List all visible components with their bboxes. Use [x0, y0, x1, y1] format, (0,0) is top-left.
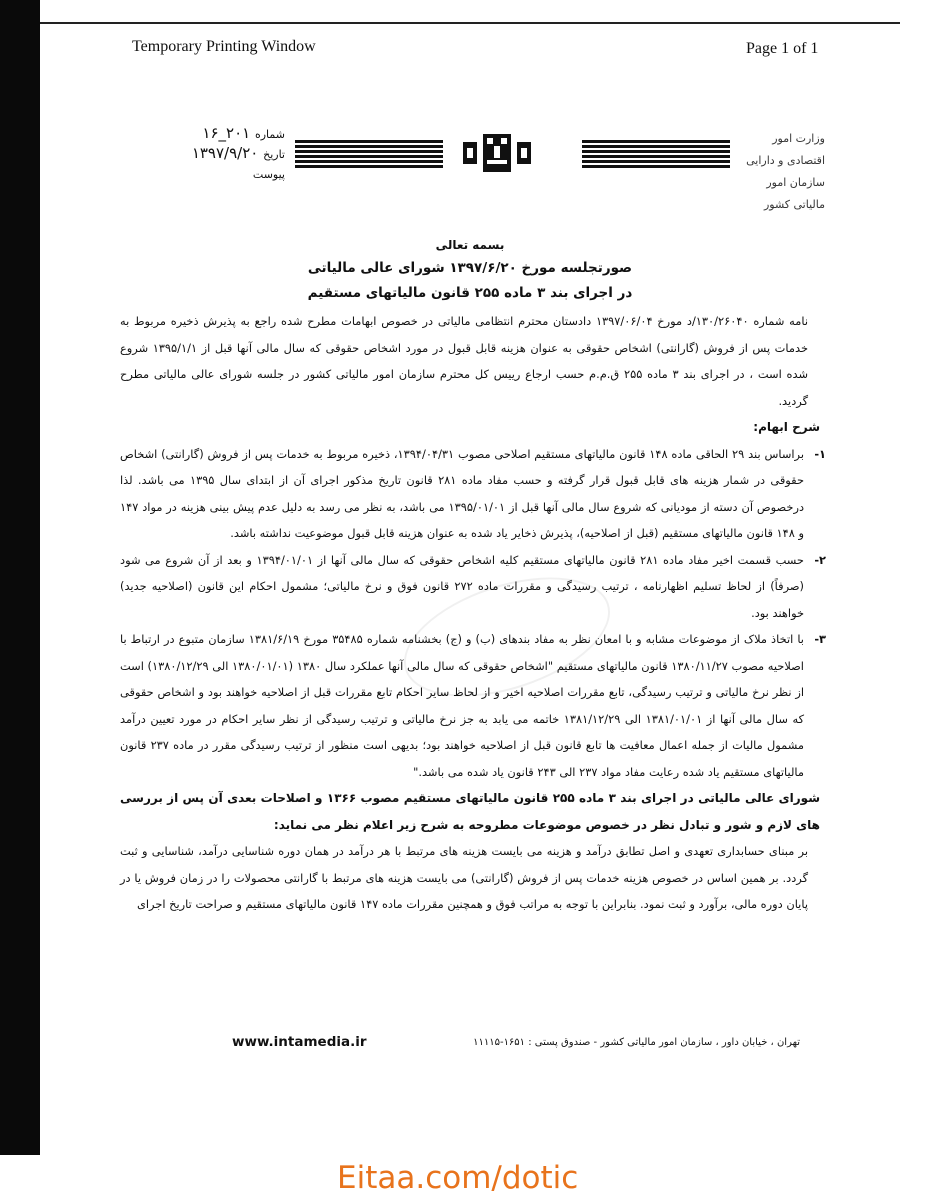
- letter-attachment-row: [155, 164, 285, 184]
- print-window-title: Temporary Printing Window: [132, 38, 316, 55]
- explanation-heading: شرح ابهام:: [753, 420, 820, 434]
- numbered-item: [120, 626, 826, 785]
- document-subtitle: در اجرای بند ۳ ماده ۲۵۵ قانون مالیاتهای مستقیم: [307, 285, 633, 301]
- item-text: حسب قسمت اخیر مفاد ماده ۲۸۱ قانون مالیاتهای مستقیم کلیه اشخاص حقوقی که سال مالی آنها از ۱۳۹۴/۰۱/۰۱ و بعد از آن شروع می شود (صرفاً) از لحاظ تسلیم اظهارنامه ، ترتیب رسیدگی و مقررات ماده ۲۷۲ قانون فوق و نرخ مالیاتی؛ مشمول احکام این قانون (اصلاحیه جدید) خواهند بود.: [120, 552, 804, 620]
- letter-number: ۲۰۱_۱۶: [202, 124, 251, 142]
- letter-date: ۱۳۹۷/۹/۲۰: [191, 144, 259, 162]
- organization-name: [745, 128, 825, 216]
- scan-edge-bar: [0, 0, 40, 1155]
- organization-line-2: سازمان امور مالیاتی کشور: [763, 176, 825, 211]
- redacted-stripes-right: [582, 140, 730, 168]
- item-text: با اتخاذ ملاک از موضوعات مشابه و با امعان نظر به مفاد بندهای (ب) و (ج) بخشنامه شماره ۳۵۴۸۵ مورخ ۱۳۸۱/۶/۱۹ سازمان متبوع در ارتباط با اصلاحیه مصوب ۱۳۸۰/۱۱/۲۷ قانون مالیاتهای مستقیم "اشخاص حقوقی که سال مالی آنها عملکرد سال ۱۳۸۰ (۱۳۸۰/۰۱/۰۱ الی ۱۳۸۰/۱۲/۲۹) است از نظر نرخ مالیاتی و ترتیب رسیدگی، تابع مقررات اصلاحیه اخیر و از لحاظ سایر احکام تابع مقررات قبل از اصلاحیه خواهند بود و اشخاص حقوقی که سال مالی آنها از ۱۳۸۱/۰۱/۰۱ الی ۱۳۸۱/۱۲/۲۹ خاتمه می یابد به جز نرخ مالیاتی و ترتیب رسیدگی از نظر سایر احکام در مورد تعیین درآمد مشمول مالیات از جمله اعمال معافیت ها تابع قانون قبل از اصلاحیه خواهند بود؛ بدیهی است منظور از ترتیب رسیدگی مقرر در ماده ۲۳۷ قانون مالیاتهای مستقیم یاد شده رعایت مفاد مواد ۲۳۷ الی ۲۴۳ قانون یاد شده می باشد.": [120, 632, 804, 779]
- letterhead-band: [295, 140, 730, 168]
- organization-line-1: وزارت امور اقتصادی و دارایی: [746, 132, 825, 167]
- document-title: صورتجلسه مورخ ۱۳۹۷/۶/۲۰ شورای عالی مالیاتی: [307, 260, 633, 276]
- decision-paragraph: بر مبنای حسابداری تعهدی و اصل تطابق درآمد و هزینه می بایست هزینه های مرتبط با هر درآمد در همان دوره شناسایی درآمد، شناسایی و ثبت گردد. بر همین اساس در خصوص هزینه خدمات پس از فروش (گارانتی) می بایست هزینه های مرتبط با گارانتی محصولات را در زمان فروش یا در پایان دوره مالی، برآورد و ثبت نمود. بنابراین با توجه به مراتب فوق و همچنین مقررات ماده ۱۴۷ قانون مالیاتهای مستقیم و صراحت تاریخ اجرای: [120, 844, 808, 911]
- tax-organization-emblem-icon: [455, 130, 539, 176]
- numbered-item: [120, 547, 826, 627]
- redacted-stripes-left: [295, 140, 443, 168]
- letter-attachment-label: پیوست: [252, 168, 285, 181]
- decision-heading: شورای عالی مالیاتی در اجرای بند ۳ ماده ۲۵۵ قانون مالیاتهای مستقیم مصوب ۱۳۶۶ و اصلاحات بعدی آن پس از بررسی های لازم و شور و تبادل نظر در خصوص موضوعات مطروحه به شرح زیر اعلام نظر می نماید:: [120, 791, 820, 832]
- channel-watermark: Eitaa.com/dotic: [337, 1160, 579, 1196]
- intro-paragraph: نامه شماره ۱۳۰/۲۶۰۴۰/د مورخ ۱۳۹۷/۰۶/۰۴ دادستان محترم انتظامی مالیاتی در خصوص ابهامات مطرح شده راجع به پذیرش ذخیره مربوط به خدمات پس از فروش (گارانتی) اشخاص حقوقی به عنوان هزینه قابل قبول در مورد اشخاص حقوقی که سال مالی آنها قبل از ۱۳۹۵/۱/۱ شروع شده است ، در اجرای بند ۳ ماده ۲۵۵ ق.م.م حسب ارجاع رییس کل محترم سازمان امور مالیاتی کشور در جلسه شورای عالی مالیاتی مطرح گردید.: [120, 314, 808, 408]
- basmala: بسمه تعالی: [435, 238, 505, 252]
- letter-date-row: [155, 144, 285, 164]
- item-number: ۲-: [814, 552, 826, 567]
- letter-number-label: شماره: [254, 128, 285, 141]
- footer-website: www.intamedia.ir: [232, 1034, 367, 1050]
- page-indicator: Page 1 of 1: [746, 40, 819, 57]
- item-number: ۱-: [814, 446, 826, 461]
- letter-meta: [155, 124, 285, 184]
- item-number: ۳-: [814, 632, 826, 646]
- letter-date-label: تاریخ: [263, 148, 285, 161]
- letter-number-row: [155, 124, 285, 144]
- footer-address: تهران ، خیابان داور ، سازمان امور مالیاتی کشور - صندوق پستی : ۱۶۵۱-۱۱۱۱۵: [473, 1037, 800, 1048]
- numbered-item: [120, 441, 826, 547]
- header-rule: [40, 22, 900, 24]
- item-text: براساس بند ۲۹ الحاقی ماده ۱۴۸ قانون مالیاتهای مستقیم اصلاحی مصوب ۱۳۹۴/۰۴/۳۱، ذخیره مربوط به خدمات پس از فروش (گارانتی) اشخاص حقوقی در شمار هزینه های قابل قبول قرار گرفته و حسب مفاد ماده ۲۸۱ قانون تاریخ مذکور اجرای آن از ابتدای سال ۱۳۹۵ می باشد. لذا درخصوص آن دسته از مودیانی که شروع سال مالی آنها قبل از ۱۳۹۵/۰۱/۰۱ می باشد، به نظر می رسد به دلیل عدم پیش بینی هزینه در مواد ۱۴۷ و ۱۴۸ قانون مالیاتهای مستقیم (قبل از اصلاحیه)، پذیرش ذخایر یاد شده به عنوان هزینه قابل قبول موضوعیت نداشته باشد.: [120, 446, 805, 540]
- document-body: [120, 308, 826, 918]
